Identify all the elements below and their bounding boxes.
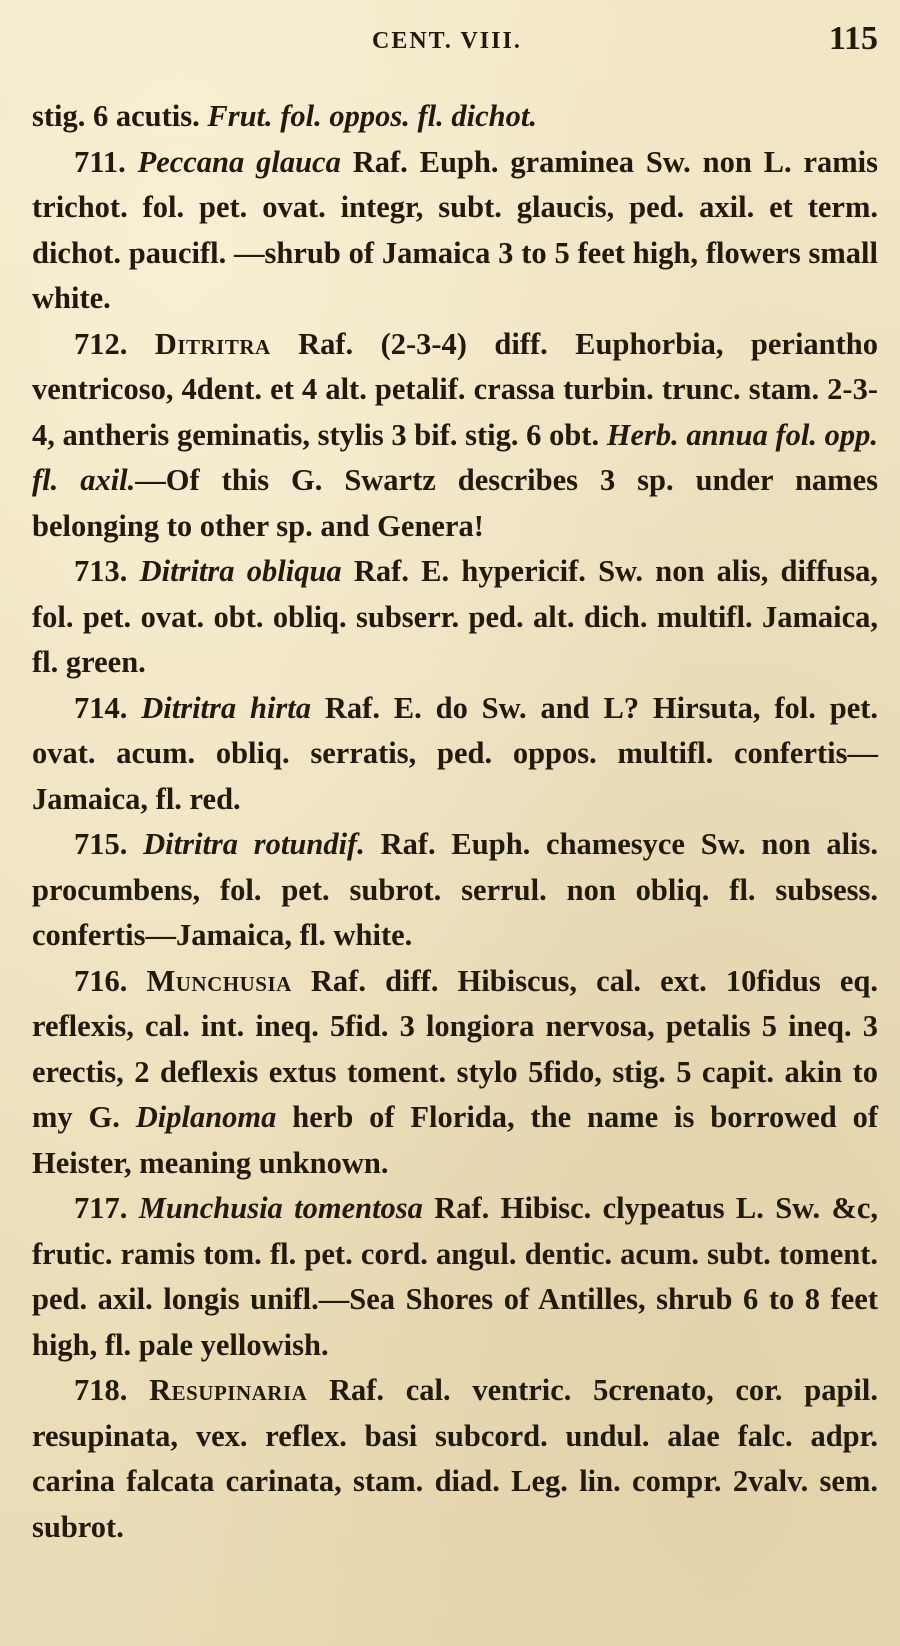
entry-713 [32,549,878,686]
entry-text: Raf. E. hypericif. Sw. non alis, diffusa, fol. pet. ovat. obt. obliq. subserr. ped. alt. dich. multifl. Jamaica, fl. green. [32,554,879,679]
entry-text: Raf. Hibisc. clypeatus L. Sw. &c, frutic. ramis tom. fl. pet. cord. angul. dentic. acum. subt. toment. ped. axil. longis unifl.—Sea Shores of Antilles, shrub 6 to 8 feet high, fl. pale yellowish. [32,1191,879,1362]
species-name: Peccana glauca [137,144,341,179]
genus-name: Ditritra [154,326,271,361]
entry-number: 713. [74,554,128,588]
intro-paragraph [32,94,878,140]
entry-714 [32,686,878,823]
intro-text: stig. 6 acutis. [32,99,200,133]
genus-name: Munchusia [146,963,292,998]
entry-text: Raf. E. do Sw. and L? Hirsuta, fol. pet. ovat. acum. obliq. serratis, ped. oppos. multifl. confertis—Jamaica, fl. red. [32,690,879,816]
genus-reference: Diplanoma [135,1100,277,1134]
entry-text: Raf. cal. ventric. 5crenato, cor. papil. resupinata, vex. reflex. basi subcord. undul. alae falc. adpr. carina falcata carinata, stam. diad. Leg. lin. compr. 2valv. sem. subrot. [32,1373,878,1544]
entry-number: 715. [74,827,128,861]
entry-number: 717. [74,1191,128,1225]
species-name: Ditritra obliqua [139,554,342,588]
entry-text-after: —Of this G. Swartz describes 3 sp. under names belonging to other sp. and Genera! [32,463,878,543]
entry-number: 712. [74,326,128,361]
entry-number: 711. [74,144,126,179]
entry-717 [32,1186,878,1368]
entry-716 [32,959,878,1187]
entry-text-after: herb of Florida, the name is borrowed of Heister, meaning unknown. [32,1100,879,1180]
species-name: Munchusia tomentosa [138,1191,423,1225]
entry-718 [32,1368,878,1550]
running-head: CENT. VIII. [372,28,522,54]
page-number: 115 [828,20,878,57]
entry-text: Raf. Euph. chamesyce Sw. non alis. procumbens, fol. pet. subrot. serrul. non obliq. fl. subsess. confertis—Jamaica, fl. white. [32,827,879,952]
entry-characters: Herb. annua fol. opp. fl. axil. [32,417,879,497]
entry-number: 716. [74,963,128,998]
entry-text-before: Raf. (2-3-4) diff. Euphorbia, periantho ventricoso, 4dent. et 4 alt. petalif. crassa turbin. trunc. stam. 2-3-4, antheris geminatis, stylis 3 bif. stig. 6 obt. [32,326,879,452]
genus-name: Resupinaria [149,1373,308,1407]
entry-715 [32,822,878,959]
entry-number: 714. [74,690,128,725]
intro-characters: Frut. fol. oppos. fl. dichot. [207,99,537,133]
page-body [32,94,878,1550]
entry-number: 718. [74,1373,128,1407]
species-name: Ditritra rotundif. [143,827,365,861]
page-header [32,20,878,60]
entry-711 [32,140,878,322]
entry-text-before: Raf. diff. Hibiscus, cal. ext. 10fidus eq. reflexis, cal. int. ineq. 5fid. 3 longiora nervosa, petalis 5 ineq. 3 erectis, 2 deflexis extus toment. stylo 5fido, stig. 5 capit. akin to my G. [32,963,878,1134]
species-name: Ditritra hirta [141,690,312,725]
entry-text: Raf. Euph. graminea Sw. non L. ramis trichot. fol. pet. ovat. integr, subt. glaucis, ped. axil. et term. dichot. paucifl. —shrub of Jamaica 3 to 5 feet high, flowers small white. [32,144,879,315]
entry-712 [32,322,878,550]
